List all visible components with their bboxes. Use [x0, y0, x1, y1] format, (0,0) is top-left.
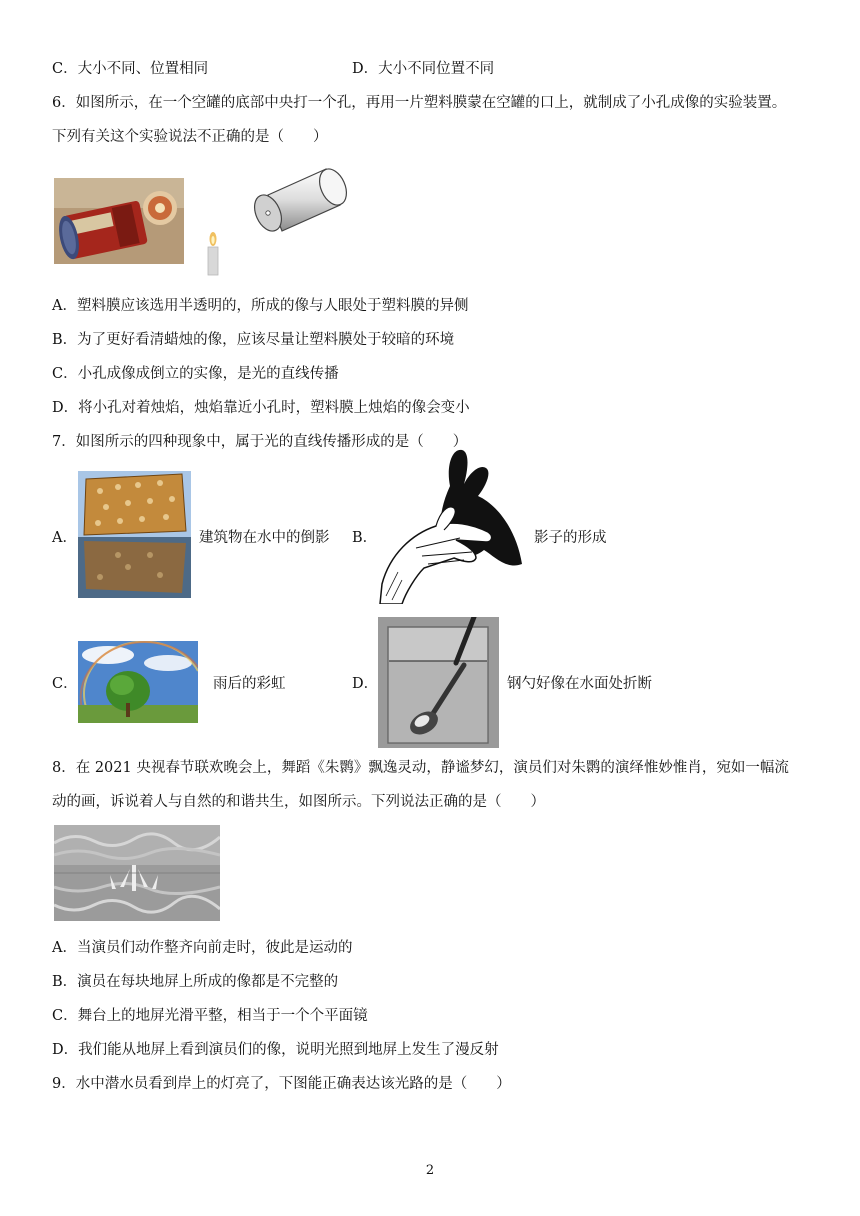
q7-d-caption: 钢勺好像在水面处折断	[507, 676, 652, 692]
q6-option-d: D．将小孔对着烛焰，烛焰靠近小孔时，塑料膜上烛焰的像会变小	[52, 400, 470, 416]
q7-a-caption: 建筑物在水中的倒影	[199, 530, 330, 546]
q6-stem-line1: 6．如图所示，在一个空罐的底部中央打一个孔，再用一片塑料膜蒙在空罐的口上，就制成了小孔成像的实验装置。	[52, 95, 787, 111]
q7-b-letter: B．	[352, 530, 378, 546]
q7-c-letter: C．	[52, 676, 78, 692]
candle-icon	[203, 230, 223, 276]
q8-stem-line1: 8．在 2021 央视春节联欢晚会上，舞蹈《朱鹮》飘逸灵动，静谧梦幻，演员们对朱鹮的演绎惟妙惟肖，宛如一幅流	[52, 760, 789, 776]
page-number: 2	[425, 1163, 435, 1178]
q5-option-d: D．大小不同位置不同	[352, 61, 495, 77]
q6-stem-line2: 下列有关这个实验说法不正确的是（ ）	[52, 129, 328, 145]
q6-option-a: A．塑料膜应该选用半透明的，所成的像与人眼处于塑料膜的异侧	[52, 298, 469, 314]
q7-a-letter: A．	[52, 530, 77, 546]
q7-d-letter: D．	[352, 676, 379, 692]
q8-option-a: A．当演员们动作整齐向前走时，彼此是运动的	[52, 940, 353, 956]
ibis-dance-stage-photo	[54, 825, 220, 921]
building-reflection-photo	[78, 471, 191, 598]
q6-option-c: C．小孔成像成倒立的实像，是光的直线传播	[52, 366, 339, 382]
q9-stem: 9．水中潜水员看到岸上的灯亮了，下图能正确表达该光路的是（ ）	[52, 1076, 511, 1092]
q7-c-caption: 雨后的彩虹	[213, 676, 286, 692]
q5-option-c: C．大小不同、位置相同	[52, 61, 209, 77]
rainbow-tree-photo	[78, 641, 198, 723]
q7-stem: 7．如图所示的四种现象中，属于光的直线传播形成的是（ ）	[52, 434, 468, 450]
spoon-in-water-photo	[378, 617, 499, 748]
q8-option-c: C．舞台上的地屏光滑平整，相当于一个个平面镜	[52, 1008, 368, 1024]
q8-stem-line2: 动的画，诉说着人与自然的和谐共生，如图所示。下列说法正确的是（ ）	[52, 794, 545, 810]
q6-option-b: B．为了更好看清蜡烛的像，应该尽量让塑料膜处于较暗的环境	[52, 332, 455, 348]
pinhole-cylinder-diagram	[248, 165, 348, 245]
q7-b-caption: 影子的形成	[534, 530, 607, 546]
hand-shadow-rabbit-image	[376, 446, 524, 604]
q8-option-d: D．我们能从地屏上看到演员们的像，说明光照到地屏上发生了漫反射	[52, 1042, 499, 1058]
q8-option-b: B．演员在每块地屏上所成的像都是不完整的	[52, 974, 339, 990]
pinhole-can-photo	[54, 178, 184, 264]
